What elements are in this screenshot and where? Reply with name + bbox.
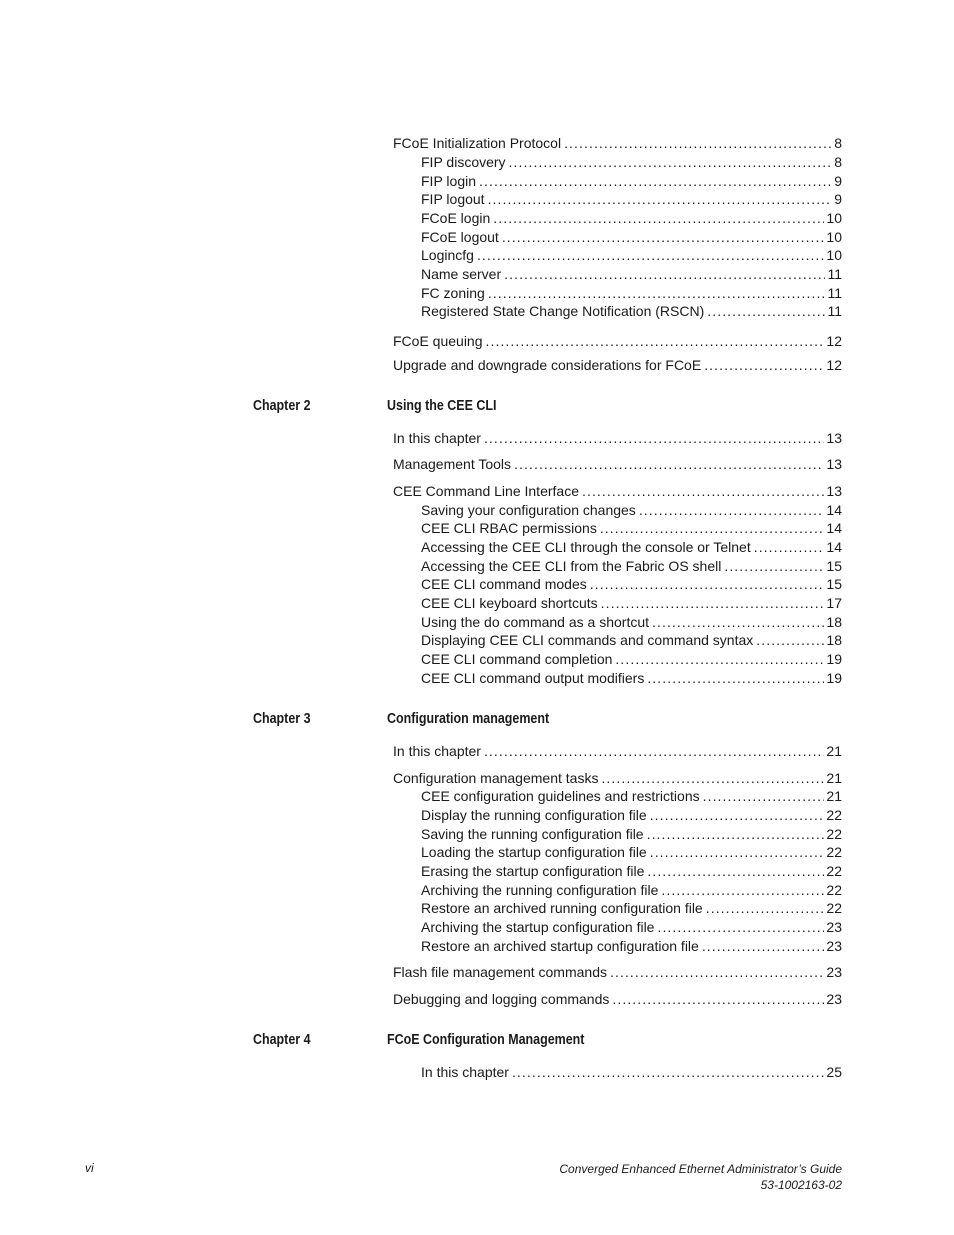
toc-entry-title: FCoE Initialization Protocol xyxy=(393,135,562,151)
toc-entry[interactable] xyxy=(393,990,842,1009)
toc-entry-title: Using the do command as a shortcut xyxy=(421,614,650,630)
toc-entry-title: Flash file management commands xyxy=(393,964,607,980)
toc-entry[interactable] xyxy=(393,356,842,375)
toc-entry[interactable] xyxy=(421,501,842,520)
chapter-title[interactable]: Using the CEE CLI xyxy=(387,398,497,414)
footer-page-number: vi xyxy=(85,1161,94,1175)
toc-entry-title: Management Tools xyxy=(393,456,512,472)
dot-leader xyxy=(514,455,824,474)
toc-entry[interactable] xyxy=(421,265,842,284)
toc-entry[interactable] xyxy=(421,862,842,881)
dot-leader xyxy=(601,769,824,788)
toc-entry-page: 13 xyxy=(826,456,842,472)
toc-entry-page: 14 xyxy=(826,520,842,536)
toc-entry-title: CEE CLI command output modifiers xyxy=(421,670,645,686)
footer-doc-number: 53-1002163-02 xyxy=(760,1178,842,1192)
toc-entry-page: 11 xyxy=(827,285,842,301)
toc-entry-page: 9 xyxy=(834,173,842,189)
toc-entry-title: Accessing the CEE CLI from the Fabric OS shell xyxy=(421,558,722,574)
toc-entry[interactable] xyxy=(421,172,842,191)
dot-leader xyxy=(590,575,825,594)
dot-leader xyxy=(612,990,824,1009)
toc-entry-title: Archiving the startup configuration file xyxy=(421,919,655,935)
toc-entry-title: Accessing the CEE CLI through the console or Telnet xyxy=(421,539,751,555)
toc-entry-page: 12 xyxy=(826,333,842,349)
toc-entry[interactable] xyxy=(421,881,842,900)
dot-leader xyxy=(477,246,824,265)
dot-leader xyxy=(488,190,833,209)
toc-entry-page: 18 xyxy=(826,614,842,630)
chapter-label: Chapter 2 xyxy=(253,398,311,414)
toc-entry-title: FIP login xyxy=(421,173,476,189)
dot-leader xyxy=(486,332,825,351)
dot-leader xyxy=(564,134,832,153)
dot-leader xyxy=(756,631,824,650)
dot-leader xyxy=(647,862,824,881)
toc-entry-page: 15 xyxy=(826,558,842,574)
toc-entry[interactable] xyxy=(421,575,842,594)
toc-entry[interactable] xyxy=(421,669,842,688)
dot-leader xyxy=(504,265,825,284)
dot-leader xyxy=(479,172,832,191)
dot-leader xyxy=(661,881,824,900)
chapter-title[interactable]: FCoE Configuration Management xyxy=(387,1032,585,1048)
toc-entry-title: Debugging and logging commands xyxy=(393,991,610,1007)
toc-entry-page: 22 xyxy=(826,844,842,860)
toc-entry[interactable] xyxy=(421,538,842,557)
toc-entry[interactable] xyxy=(421,787,842,806)
toc-entry-title: CEE CLI RBAC permissions xyxy=(421,520,597,536)
dot-leader xyxy=(610,963,824,982)
dot-leader xyxy=(647,825,825,844)
toc-entry-title: Restore an archived running configuration file xyxy=(421,900,703,916)
toc-entry-title: Erasing the startup configuration file xyxy=(421,863,645,879)
toc-entry-title: Name server xyxy=(421,266,502,282)
toc-entry[interactable] xyxy=(421,302,842,321)
dot-leader xyxy=(601,594,825,613)
toc-entry-title: Registered State Change Notification (RSCN) xyxy=(421,303,705,319)
toc-entry-page: 17 xyxy=(826,595,842,611)
toc-entry[interactable] xyxy=(421,918,842,937)
toc-entry-page: 21 xyxy=(826,770,842,786)
toc-entry-title: Configuration management tasks xyxy=(393,770,599,786)
toc-entry-page: 10 xyxy=(826,210,842,226)
dot-leader xyxy=(502,228,825,247)
toc-entry-title: FCoE login xyxy=(421,210,491,226)
toc-entry[interactable] xyxy=(421,190,842,209)
toc-entry-page: 22 xyxy=(826,807,842,823)
toc-entry[interactable] xyxy=(421,284,842,303)
toc-entry-title: Saving the running configuration file xyxy=(421,826,644,842)
toc-entry-title: In this chapter xyxy=(393,743,481,759)
toc-entry[interactable] xyxy=(393,134,842,153)
toc-entry-page: 25 xyxy=(826,1064,842,1080)
dot-leader xyxy=(650,806,825,825)
toc-entry[interactable] xyxy=(421,631,842,650)
toc-entry-title: CEE CLI command modes xyxy=(421,576,587,592)
toc-entry[interactable] xyxy=(421,806,842,825)
toc-entry[interactable] xyxy=(393,742,842,761)
toc-entry-page: 8 xyxy=(834,135,842,151)
toc-entry-page: 11 xyxy=(827,303,842,319)
toc-entry[interactable] xyxy=(421,153,842,172)
toc-entry-page: 14 xyxy=(826,539,842,555)
dot-leader xyxy=(488,284,826,303)
dot-leader xyxy=(582,482,824,501)
toc-entry[interactable] xyxy=(421,228,842,247)
dot-leader xyxy=(652,613,824,632)
toc-entry-page: 22 xyxy=(826,826,842,842)
toc-entry-page: 11 xyxy=(827,266,842,282)
toc-entry-page: 22 xyxy=(826,863,842,879)
toc-entry[interactable] xyxy=(393,455,842,474)
toc-entry-title: Displaying CEE CLI commands and command syntax xyxy=(421,632,754,648)
toc-entry[interactable] xyxy=(393,482,842,501)
toc-entry-title: CEE CLI keyboard shortcuts xyxy=(421,595,598,611)
toc-entry-page: 10 xyxy=(826,229,842,245)
toc-entry-page: 13 xyxy=(826,430,842,446)
toc-entry[interactable] xyxy=(421,557,842,576)
dot-leader xyxy=(509,153,833,172)
toc-entry-title: CEE configuration guidelines and restrictions xyxy=(421,788,700,804)
toc-entry[interactable] xyxy=(421,246,842,265)
toc-entry[interactable] xyxy=(393,429,842,448)
toc-entry-title: Restore an archived startup configuration file xyxy=(421,938,699,954)
dot-leader xyxy=(650,843,825,862)
toc-entry-page: 9 xyxy=(834,191,842,207)
toc-entry[interactable] xyxy=(393,332,842,351)
dot-leader xyxy=(615,650,824,669)
toc-entry-title: FCoE logout xyxy=(421,229,499,245)
dot-leader xyxy=(647,669,824,688)
toc-entry-title: FIP logout xyxy=(421,191,485,207)
toc-entry-page: 21 xyxy=(826,743,842,759)
dot-leader xyxy=(702,937,825,956)
toc-entry-title: CEE CLI command completion xyxy=(421,651,613,667)
toc-entry-page: 19 xyxy=(826,651,842,667)
dot-leader xyxy=(707,302,825,321)
toc-entry[interactable] xyxy=(421,650,842,669)
chapter-label: Chapter 4 xyxy=(253,1032,311,1048)
footer-doc-info xyxy=(559,1161,842,1193)
toc-entry-page: 23 xyxy=(826,964,842,980)
toc-entry-title: FCoE queuing xyxy=(393,333,483,349)
toc-entry[interactable] xyxy=(421,594,842,613)
toc-entry-page: 10 xyxy=(826,247,842,263)
toc-entry[interactable] xyxy=(421,613,842,632)
toc-entry[interactable] xyxy=(421,209,842,228)
toc-entry-title: Loading the startup configuration file xyxy=(421,844,647,860)
dot-leader xyxy=(493,209,824,228)
dot-leader xyxy=(706,899,825,918)
toc-entry-page: 23 xyxy=(826,938,842,954)
toc-entry-title: FIP discovery xyxy=(421,154,506,170)
toc-entry-page: 14 xyxy=(826,502,842,518)
toc-entry[interactable] xyxy=(393,963,842,982)
toc-entry-page: 21 xyxy=(826,788,842,804)
dot-leader xyxy=(704,356,824,375)
dot-leader xyxy=(484,742,824,761)
toc-entry[interactable] xyxy=(421,843,842,862)
toc-entry-page: 22 xyxy=(826,882,842,898)
toc-entry-page: 22 xyxy=(826,900,842,916)
toc-entry-title: FC zoning xyxy=(421,285,485,301)
toc-entry-page: 13 xyxy=(826,483,842,499)
toc-entry-title: In this chapter xyxy=(421,1064,509,1080)
dot-leader xyxy=(724,557,824,576)
toc-entry-page: 15 xyxy=(826,576,842,592)
toc-entry-page: 12 xyxy=(826,357,842,373)
toc-entry[interactable] xyxy=(421,519,842,538)
dot-leader xyxy=(484,429,824,448)
dot-leader xyxy=(639,501,825,520)
dot-leader xyxy=(657,918,824,937)
toc-entry[interactable] xyxy=(421,937,842,956)
toc-entry-page: 18 xyxy=(826,632,842,648)
toc-entry[interactable] xyxy=(421,899,842,918)
dot-leader xyxy=(754,538,825,557)
toc-entry-title: CEE Command Line Interface xyxy=(393,483,579,499)
dot-leader xyxy=(512,1063,824,1082)
toc-entry-page: 19 xyxy=(826,670,842,686)
toc-entry-page: 23 xyxy=(826,991,842,1007)
dot-leader xyxy=(703,787,825,806)
dot-leader xyxy=(600,519,825,538)
toc-entry-title: Logincfg xyxy=(421,247,474,263)
chapter-label: Chapter 3 xyxy=(253,711,311,727)
toc-entry-title: Upgrade and downgrade considerations for FCoE xyxy=(393,357,702,373)
toc-entry-title: Display the running configuration file xyxy=(421,807,647,823)
toc-entry-page: 8 xyxy=(834,154,842,170)
footer-book-title: Converged Enhanced Ethernet Administrator’s Guide xyxy=(559,1162,842,1176)
chapter-title[interactable]: Configuration management xyxy=(387,711,550,727)
toc-entry-title: Saving your configuration changes xyxy=(421,502,636,518)
toc-entry[interactable] xyxy=(421,1063,842,1082)
toc-entry-title: In this chapter xyxy=(393,430,481,446)
toc-entry-page: 23 xyxy=(826,919,842,935)
toc-entry-title: Archiving the running configuration file xyxy=(421,882,659,898)
toc-entry[interactable] xyxy=(393,769,842,788)
toc-entry[interactable] xyxy=(421,825,842,844)
